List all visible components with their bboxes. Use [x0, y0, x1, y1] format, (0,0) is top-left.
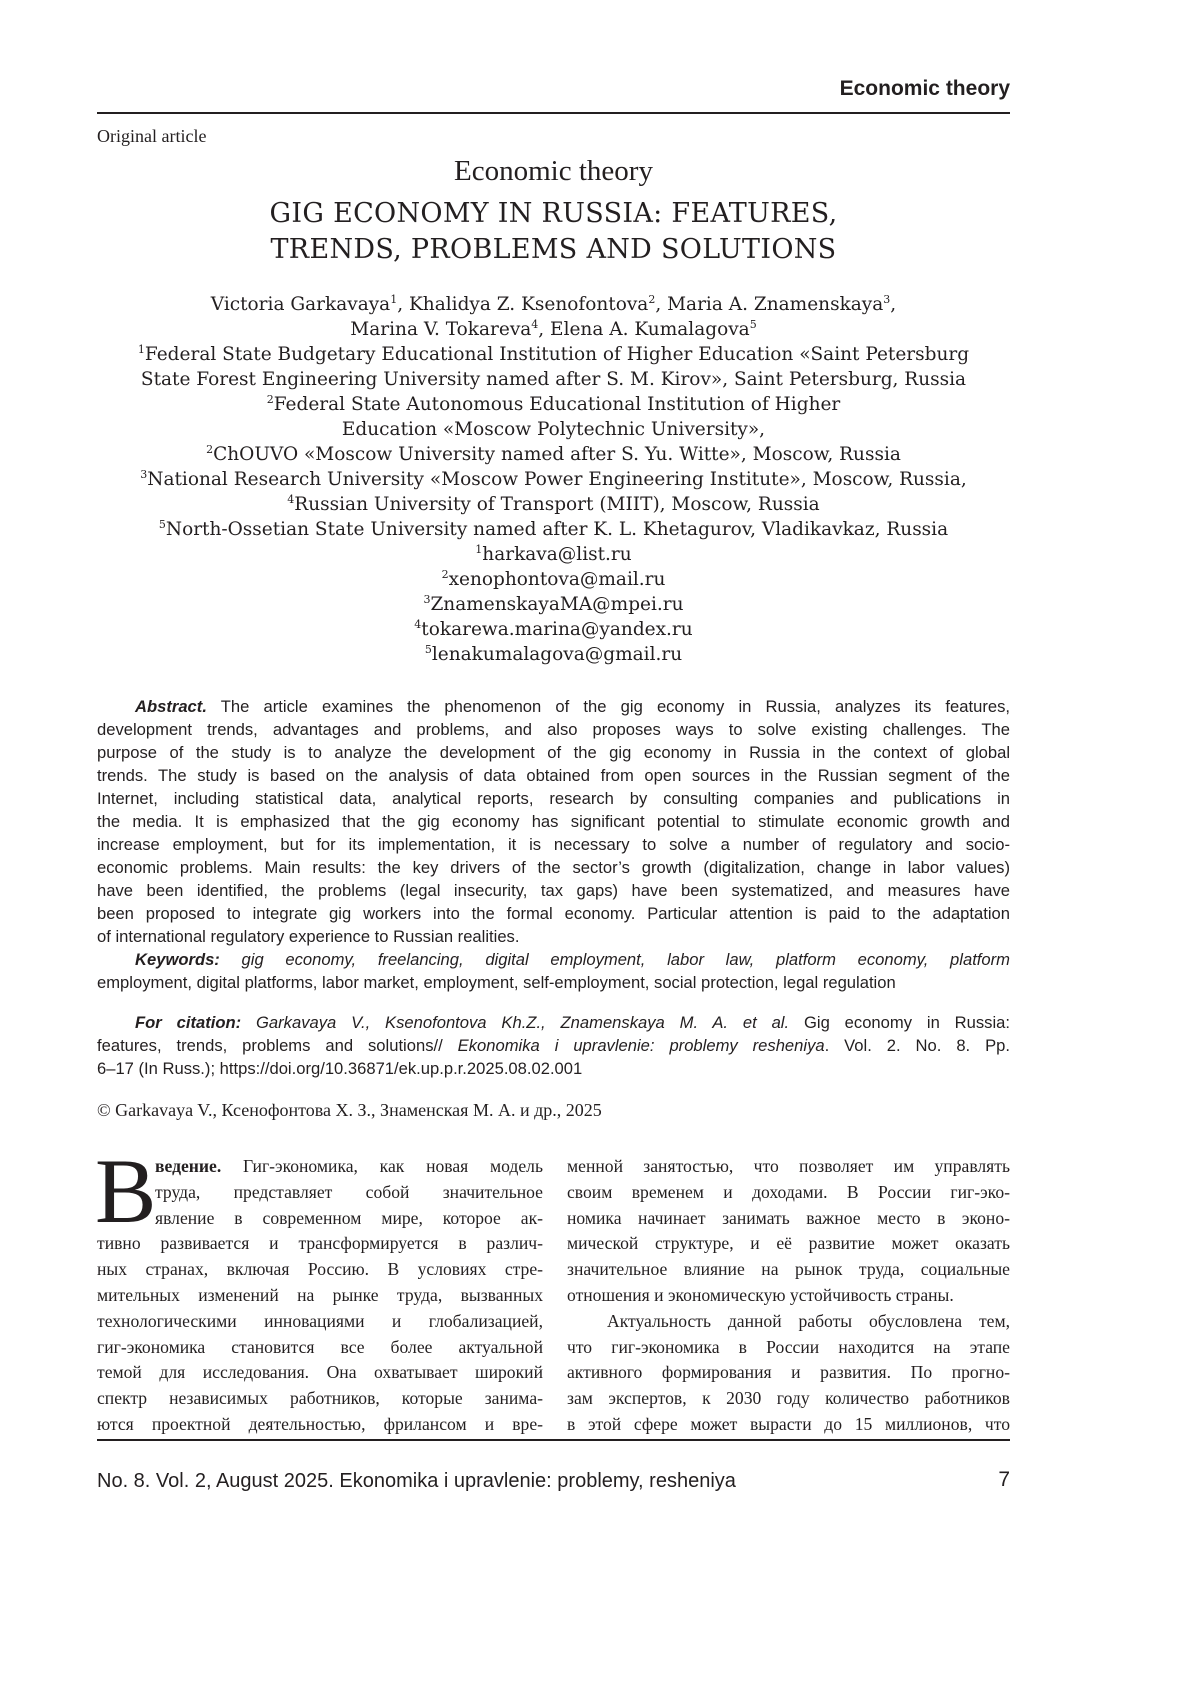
affiliations — [97, 342, 1010, 667]
affiliation-sup: 2 — [206, 443, 213, 456]
body-line: Актуальность данной работы обусловлена тем, — [567, 1309, 1010, 1335]
body-text: мительных изменений на рынке труда, вызванных — [97, 1285, 543, 1305]
author-sup: 3 — [883, 293, 890, 306]
body-line — [97, 1309, 543, 1335]
affiliation-line — [97, 392, 1010, 417]
abstract-line — [97, 925, 1010, 948]
abstract-text: the media. It is emphasized that the gig economy has significant potential to stimulate economic growth and — [97, 812, 1010, 831]
affiliation-sup: 1 — [138, 343, 145, 356]
authors-line — [97, 317, 1010, 342]
abstract-line — [97, 741, 1010, 764]
author-email — [97, 567, 1010, 592]
body-text: технологическими инновациями и глобализацией, — [97, 1311, 543, 1331]
abstract-text: purpose of the study is to analyze the development of the gig economy in Russia in the context of global — [97, 743, 1010, 762]
abstract — [97, 695, 1010, 994]
abstract-line — [97, 833, 1010, 856]
abstract-line — [97, 902, 1010, 925]
affiliation-sup: 4 — [414, 618, 421, 631]
copyright: © Garkavaya V., Ксенофонтова Х. З., Знаменская М. А. и др., 2025 — [97, 1100, 602, 1121]
citation-doi[interactable]: 6–17 (In Russ.); https://doi.org/10.36871/ek.up.p.r.2025.08.02.001 — [97, 1057, 1010, 1080]
header-rule — [97, 112, 1010, 114]
author-sup: 4 — [531, 318, 538, 331]
abstract-text: Internet, including statistical data, analytical reports, research by consulting companies and publications in — [97, 789, 1010, 808]
citation-journal: Ekonomika i upravlenie: problemy resheniya — [458, 1036, 825, 1055]
affiliation-line — [97, 517, 1010, 542]
footer-rule — [97, 1439, 1010, 1441]
keywords-label: Keywords: — [97, 950, 220, 969]
body-line — [97, 1206, 543, 1232]
abstract-line — [97, 810, 1010, 833]
body-line — [97, 1335, 543, 1361]
footer-journal: No. 8. Vol. 2, August 2025. Ekonomika i upravlenie: problemy, resheniya — [97, 1470, 736, 1493]
affiliation-sup: 3 — [140, 468, 147, 481]
body-text: труда, представляет собой значительное — [155, 1182, 543, 1202]
body-text: темой для исследования. Она охватывает широкий — [97, 1362, 543, 1382]
email-text[interactable]: harkava@list.ru — [482, 544, 631, 565]
affiliation-sup: 2 — [267, 393, 274, 406]
article-title-line: TRENDS, PROBLEMS AND SOLUTIONS — [97, 234, 1010, 265]
author-email — [97, 617, 1010, 642]
affiliation-text: Federal State Autonomous Educational Institution of Higher — [274, 394, 841, 415]
author-sup: 5 — [750, 318, 757, 331]
abstract-line — [97, 695, 1010, 718]
abstract-line — [97, 787, 1010, 810]
abstract-line — [97, 879, 1010, 902]
abstract-line — [97, 856, 1010, 879]
keywords-text: gig economy, freelancing, digital employment, labor law, platform economy, platform — [220, 950, 1010, 969]
affiliation-text: Russian University of Transport (MIIT), Moscow, Russia — [294, 494, 819, 515]
affiliation-text: National Research University «Moscow Power Engineering Institute», Moscow, Russia, — [147, 469, 967, 490]
email-text[interactable]: lenakumalagova@gmail.ru — [432, 644, 682, 665]
body-line: своим временем и доходами. В России гиг-эко- — [567, 1180, 1010, 1206]
body-text: ются проектной деятельностью, фрилансом и вре- — [97, 1414, 543, 1434]
affiliation-line — [97, 442, 1010, 467]
author-sup: 2 — [648, 293, 655, 306]
abstract-text: of international regulatory experience to Russian realities. — [97, 927, 519, 946]
author-email — [97, 642, 1010, 667]
affiliation-text: Federal State Budgetary Educational Institution of Higher Education «Saint Petersburg — [145, 344, 969, 365]
affiliation-sup: 5 — [425, 643, 432, 656]
section-title: Economic theory — [97, 155, 1010, 188]
abstract-text: been proposed to integrate gig workers into the formal economy. Particular attention is paid to the adaptation — [97, 904, 1010, 923]
body-line: в этой сфере может вырасти до 15 миллионов, что — [567, 1412, 1010, 1438]
author-sup: 1 — [390, 293, 397, 306]
author-name: , Khalidya Z. Ksenofontova — [397, 294, 648, 315]
article-title-line: GIG ECONOMY IN RUSSIA: FEATURES, — [97, 198, 1010, 229]
authors — [97, 292, 1010, 667]
body-line — [97, 1386, 543, 1412]
abstract-line — [97, 764, 1010, 787]
author-email — [97, 542, 1010, 567]
keywords-line — [97, 948, 1010, 971]
author-name: , Maria A. Znamenskaya — [655, 294, 883, 315]
citation-label: For citation: — [135, 1013, 241, 1032]
drop-cap: В — [95, 1148, 156, 1234]
affiliation-sup: 5 — [159, 518, 166, 531]
affiliation-sup: 4 — [287, 493, 294, 506]
body-line: мической структуре, и её развитие может оказать — [567, 1231, 1010, 1257]
citation-text: features, trends, problems and solutions// — [97, 1036, 458, 1055]
affiliation-line — [97, 417, 1010, 442]
body-column-right — [567, 1154, 1010, 1438]
affiliation-sup: 2 — [442, 568, 449, 581]
abstract-text: increase employment, but for its implementation, it is necessary to solve a number of regulatory and socio- — [97, 835, 1010, 854]
author-email — [97, 592, 1010, 617]
affiliation-text: North-Ossetian State University named after K. L. Khetagurov, Vladikavkaz, Russia — [166, 519, 948, 540]
citation — [97, 1011, 1010, 1080]
body-line: отношения и экономическую устойчивость страны. — [567, 1283, 1010, 1309]
author-name: , — [890, 294, 896, 315]
body-text: спектр независимых работников, которые занима- — [97, 1388, 543, 1408]
authors-line — [97, 292, 1010, 317]
abstract-text: trends. The study is based on the analysis of data obtained from open sources in the Russian segment of the — [97, 766, 1010, 785]
author-name: Marina V. Tokareva — [350, 319, 531, 340]
abstract-text: The article examines the phenomenon of the gig economy in Russia, analyzes its features, — [207, 697, 1010, 716]
affiliation-line — [97, 492, 1010, 517]
citation-authors: Garkavaya V., Ksenofontova Kh.Z., Znamenskaya M. A. et al. — [241, 1013, 789, 1032]
page-number: 7 — [998, 1468, 1010, 1492]
body-text: тивно развивается и трансформируется в различ- — [97, 1233, 543, 1253]
affiliation-text: ChOUVO «Moscow University named after S. Yu. Witte», Moscow, Russia — [213, 444, 901, 465]
lead-bold: ведение. — [155, 1156, 221, 1176]
affiliation-text: Education «Moscow Polytechnic University», — [342, 419, 765, 440]
email-text[interactable]: tokarewa.marina@yandex.ru — [421, 619, 692, 640]
body-line — [97, 1231, 543, 1257]
abstract-text: development trends, advantages and problems, and also proposes ways to solve existing challenges. The — [97, 720, 1010, 739]
affiliation-sup: 1 — [475, 543, 482, 556]
body-line — [97, 1412, 543, 1438]
body-line: номика начинает занимать важное место в эконо- — [567, 1206, 1010, 1232]
body-line — [97, 1180, 543, 1206]
article-type: Original article — [97, 126, 206, 147]
abstract-label: Abstract. — [97, 697, 207, 716]
affiliation-text: State Forest Engineering University named after S. M. Kirov», Saint Petersburg, Russia — [141, 369, 966, 390]
keywords-text: employment, digital platforms, labor market, employment, self-employment, social protection, legal regulation — [97, 973, 896, 992]
author-name: Victoria Garkavaya — [211, 294, 390, 315]
abstract-text: have been identified, the problems (legal insecurity, tax gaps) have been systematized, and measures have — [97, 881, 1010, 900]
affiliation-line — [97, 467, 1010, 492]
body-text: явление в современном мире, которое ак- — [155, 1208, 543, 1228]
body-text: ных странах, включая Россию. В условиях стре- — [97, 1259, 543, 1279]
author-name: , Elena A. Kumalagova — [538, 319, 749, 340]
body-column-left — [97, 1154, 543, 1438]
body-line: зам экспертов, к 2030 году количество работников — [567, 1386, 1010, 1412]
body-line — [97, 1283, 543, 1309]
body-line: значительное влияние на рынок труда, социальные — [567, 1257, 1010, 1283]
abstract-line — [97, 718, 1010, 741]
abstract-text: economic problems. Main results: the key drivers of the sector’s growth (digitalization, change in labor values) — [97, 858, 1010, 877]
body-line: активного формирования и развития. По прогно- — [567, 1360, 1010, 1386]
body-line — [97, 1257, 543, 1283]
body-line — [97, 1154, 543, 1180]
email-text[interactable]: xenophontova@mail.ru — [449, 569, 666, 590]
citation-text: . Vol. 2. No. 8. Pp. — [825, 1036, 1010, 1055]
affiliation-sup: 3 — [423, 593, 430, 606]
body-text: Гиг-экономика, как новая модель — [221, 1156, 543, 1176]
body-text: гиг-экономика становится все более актуальной — [97, 1337, 543, 1357]
body-line: менной занятостью, что позволяет им управлять — [567, 1154, 1010, 1180]
body-line: что гиг-экономика в России находится на этапе — [567, 1335, 1010, 1361]
body-line — [97, 1360, 543, 1386]
affiliation-line — [97, 342, 1010, 367]
affiliation-line — [97, 367, 1010, 392]
citation-text: Gig economy in Russia: — [789, 1013, 1010, 1032]
running-head: Economic theory — [840, 77, 1010, 101]
keywords-line — [97, 971, 1010, 994]
email-text[interactable]: ZnamenskayaMA@mpei.ru — [430, 594, 683, 615]
